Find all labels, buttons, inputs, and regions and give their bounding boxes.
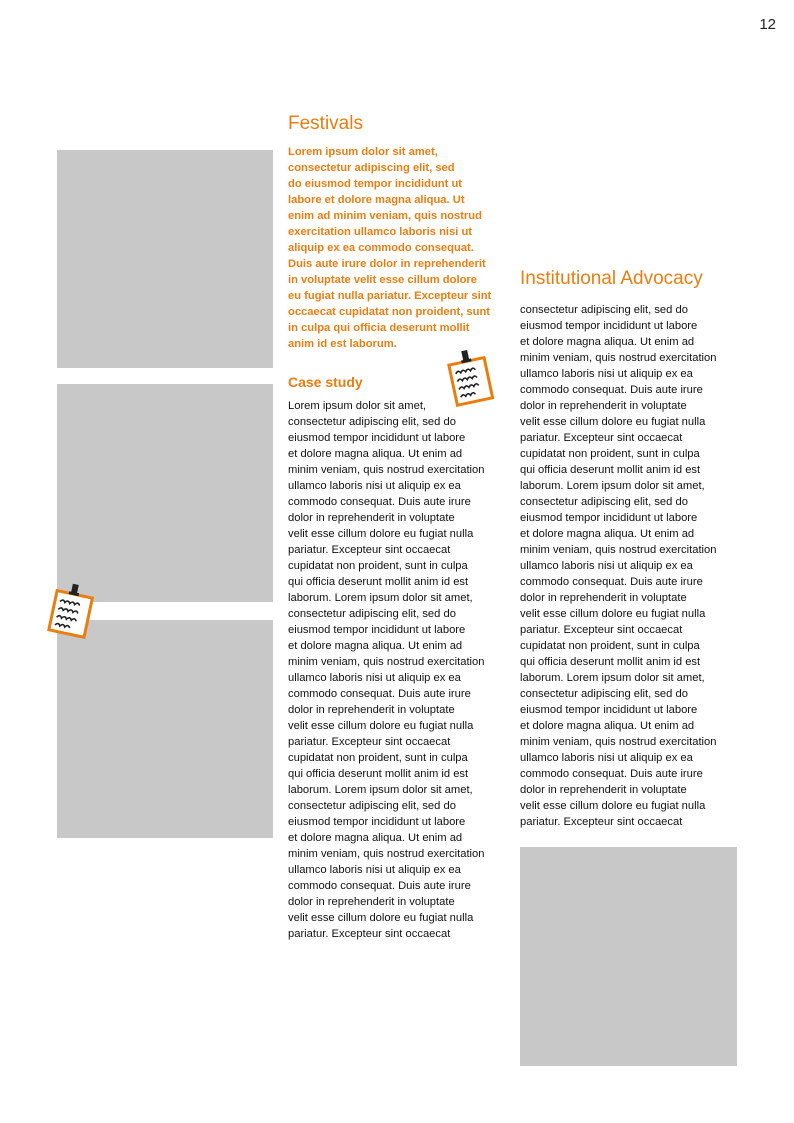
case-study-section [288, 374, 513, 942]
advocacy-section [520, 268, 760, 830]
festivals-title: Festivals [288, 113, 363, 134]
page-number: 12 [759, 16, 776, 33]
image-placeholder-2 [57, 384, 273, 602]
image-placeholder-4 [520, 847, 737, 1066]
pinned-note-icon [45, 582, 97, 640]
festivals-intro: Lorem ipsum dolor sit amet, consectetur adipiscing elit, sed do eiusmod tempor incididunt ut labore et dolore magna aliqua. Ut enim ad minim veniam, quis nostrud exercitation ullamco laboris nisi ut aliquip ex ea commodo consequat. Duis aute irure dolor in reprehenderit in voluptate velit esse cillum dolore eu fugiat nulla pariatur. Excepteur sint occaecat cupidatat non proident, sunt in culpa qui officia deserunt mollit anim id est laborum. [288, 146, 492, 350]
advocacy-title: Institutional Advocacy [520, 268, 703, 289]
image-placeholder-1 [57, 150, 273, 368]
festivals-section [288, 113, 513, 352]
case-study-title: Case study [288, 374, 363, 390]
image-placeholder-3 [57, 620, 273, 838]
pinned-note-icon [443, 348, 497, 408]
case-study-body: Lorem ipsum dolor sit amet, consectetur adipiscing elit, sed do eiusmod tempor incididunt ut labore et dolore magna aliqua. Ut enim ad minim veniam, quis nostrud exercitation ullamco laboris nisi ut aliquip ex ea commodo consequat. Duis aute irure dolor in reprehenderit in voluptate velit esse cillum dolore eu fugiat nulla pariatur. Excepteur sint occaecat cupidatat non proident, sunt in culpa qui officia deserunt mollit anim id est laborum. Lorem ipsum dolor sit amet, consectetur adipiscing elit, sed do eiusmod tempor incididunt ut labore et dolore magna aliqua. Ut enim ad minim veniam, quis nostrud exercitation ullamco laboris nisi ut aliquip ex ea commodo consequat. Duis aute irure dolor in reprehenderit in voluptate velit esse cillum dolore eu fugiat nulla pariatur. Excepteur sint occaecat cupidatat non proident, sunt in culpa qui officia deserunt mollit anim id est laborum. Lorem ipsum dolor sit amet, consectetur adipiscing elit, sed do eiusmod tempor incididunt ut labore et dolore magna aliqua. Ut enim ad minim veniam, quis nostrud exercitation ullamco laboris nisi ut aliquip ex ea commodo consequat. Duis aute irure dolor in reprehenderit in voluptate velit esse cillum dolore eu fugiat nulla pariatur. Excepteur sint occaecat [288, 400, 485, 940]
advocacy-body: consectetur adipiscing elit, sed do eiusmod tempor incididunt ut labore et dolore magna aliqua. Ut enim ad minim veniam, quis nostrud exercitation ullamco laboris nisi ut aliquip ex ea commodo consequat. Duis aute irure dolor in reprehenderit in voluptate velit esse cillum dolore eu fugiat nulla pariatur. Excepteur sint occaecat cupidatat non proident, sunt in culpa qui officia deserunt mollit anim id est laborum. Lorem ipsum dolor sit amet, consectetur adipiscing elit, sed do eiusmod tempor incididunt ut labore et dolore magna aliqua. Ut enim ad minim veniam, quis nostrud exercitation ullamco laboris nisi ut aliquip ex ea commodo consequat. Duis aute irure dolor in reprehenderit in voluptate velit esse cillum dolore eu fugiat nulla pariatur. Excepteur sint occaecat cupidatat non proident, sunt in culpa qui officia deserunt mollit anim id est laborum. Lorem ipsum dolor sit amet, consectetur adipiscing elit, sed do eiusmod tempor incididunt ut labore et dolore magna aliqua. Ut enim ad minim veniam, quis nostrud exercitation ullamco laboris nisi ut aliquip ex ea commodo consequat. Duis aute irure dolor in reprehenderit in voluptate velit esse cillum dolore eu fugiat nulla pariatur. Excepteur sint occaecat [520, 304, 717, 828]
